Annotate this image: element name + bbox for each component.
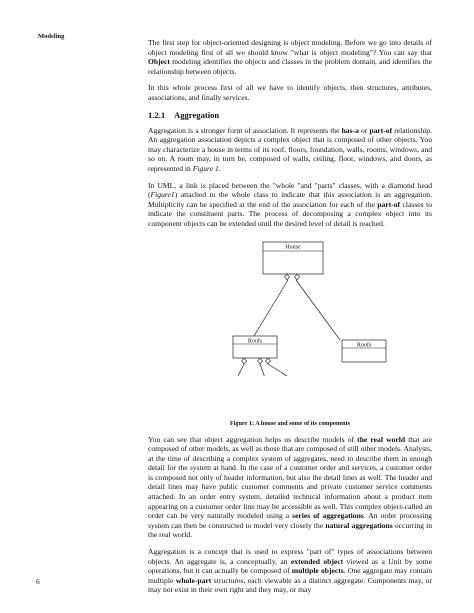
class-box-windows (254, 392, 294, 414)
aggregation-diamond-icon (285, 274, 290, 280)
class-box-roofs-left (233, 336, 277, 358)
paragraph-process: In this whole process first of all we have to identify objects, then structures, attributes, associations, and finally services. (148, 83, 432, 102)
roofs-right-label: Roofs (356, 342, 372, 348)
paragraph-uml-link: In UML, a link is placed between the "whole "and "parts" classes, with a diamond head (Figure1) attached to the whole class to indicate that this association is an aggregation. Multiplicity can be specified at the end of the association for each of the part-of classes to indicate the constituent parts. The process of decomposing a complex object into its component objects can be extended until the desired level of detail is reached. (148, 180, 432, 228)
house-label: House (285, 244, 301, 250)
link-house-roofs-left (254, 280, 288, 336)
aggregation-diamond-icon (266, 358, 271, 364)
roofs-left-label: Roofs (247, 338, 263, 344)
doors-label: Doors (223, 394, 239, 400)
running-header-section-label: Modeling (38, 33, 65, 40)
link-roofs-doors (230, 364, 244, 376)
walls-label: Walls (310, 394, 324, 400)
page-number: 6 (36, 577, 40, 586)
section-heading (148, 110, 432, 120)
section-number: 1.2.1 (148, 109, 166, 120)
aggregation-diamond-icon (295, 274, 300, 280)
aggregation-diamond-icon (242, 358, 247, 364)
figure-caption: Figure 1: A house and some of its components (229, 419, 351, 427)
class-box-roofs-right (342, 340, 386, 362)
link-house-roofs-right (296, 280, 340, 340)
link-roofs-walls (268, 364, 312, 376)
uml-diagram (148, 236, 432, 376)
main-text-column (148, 38, 432, 602)
section-title: Aggregation (174, 109, 220, 120)
paragraph-real-world: You can see that object aggregation helps us describe models of the real world that are composed of other models, as well as those that are composed of still other models. Analysts, at the time of describing a complex system of aggregates, need to describe them in enough detail for the system at hand. In the case of a customer order and services, a customer order is composed not only of header information, but also the detail lines as well. The header and detail lines may have public customer comments and private customer service comments attached. In an order entry system, detailed technical information about a product item appearing on a customer order line may be accessible as well. This complex object-called an order can be very naturally modeled using a series of aggregations. An order processing system can then be constructed to model very closely the natural aggregations occurring in the real world. (148, 434, 432, 540)
paragraph-intro: The first step for object-oriented designing is object modeling. Before we go into details of object modeling first of all we should know "what is object modeling"? You can say that Object modeling identifies the objects and classes in the problem domain, and identifies the relationship between objects. (148, 38, 432, 76)
class-box-walls (298, 392, 336, 414)
uml-aggregation-figure (148, 236, 432, 400)
class-box-doors (212, 392, 250, 414)
paragraph-aggregate-concept: Aggregation is a concept that is used to express "part of" types of associations between objects. An aggregate is, a conceptually, an extended object viewed as a Unit by some operations, but it can actually be composed of multiple objects. One aggregate may contain multiple whole-part structures, each viewable as a distinct aggregate. Components may, or may not exist in their own right and they may, or may (148, 547, 433, 595)
class-box-house (263, 242, 323, 274)
windows-label: Windows (262, 394, 286, 400)
link-roofs-windows (260, 364, 270, 376)
aggregation-diamond-icon (258, 358, 263, 364)
paragraph-aggregation-definition: Aggregation is a stronger form of association. It represents the has-a or part-of relationship. An aggregation association depicts a complex object that is composed of other objects. You may characterize a house in terms of its roof, floors, foundation, walls, rooms, windows, and so on. A room may, in turn be, composed of walls, ceiling, floor, windows, and doors, as represented in Figure 1. (148, 125, 432, 173)
